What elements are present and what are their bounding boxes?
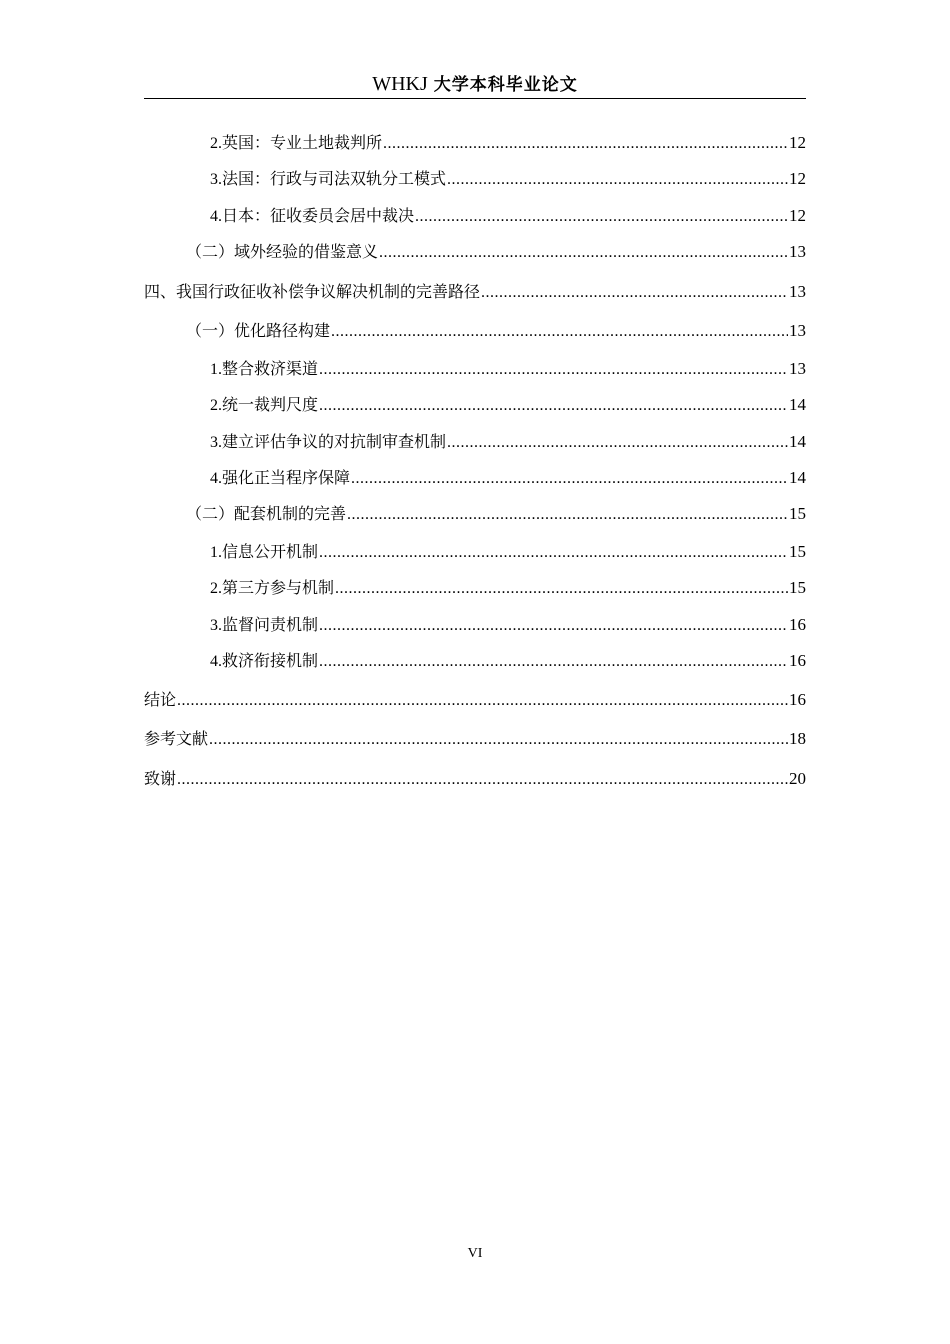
toc-dot-leader: [319, 393, 788, 419]
toc-entry[interactable]: [144, 318, 806, 344]
toc-entry-page: 16: [789, 690, 806, 709]
toc-entry-page: 14: [789, 432, 806, 451]
toc-dot-leader: [177, 688, 788, 714]
toc-entry-page: 16: [789, 651, 806, 670]
toc-entry[interactable]: [144, 612, 806, 638]
toc-entry[interactable]: [144, 465, 806, 491]
toc-entry-number: 1.: [210, 544, 222, 561]
toc-entry-title: 统一裁判尺度: [222, 395, 319, 414]
toc-entry-title: 日本：征收委员会居中裁决: [222, 206, 415, 225]
toc-entry-title: 信息公开机制: [222, 542, 319, 561]
toc-entry-page: 13: [789, 282, 806, 301]
toc-entry-number: 2.: [210, 397, 222, 414]
toc-entry[interactable]: [144, 726, 806, 752]
toc-entry-page: 18: [789, 729, 806, 748]
toc-entry-number: 4.: [210, 208, 222, 225]
toc-entry-page: 15: [789, 578, 806, 597]
toc-entry-page: 13: [789, 359, 806, 378]
toc-entry-number: 1.: [210, 361, 222, 378]
toc-entry[interactable]: [144, 687, 806, 713]
toc-entry-number: 2.: [210, 580, 222, 597]
toc-entry-page: 13: [789, 321, 806, 340]
toc-entry[interactable]: [144, 392, 806, 418]
toc-entry-title: 参考文献: [144, 729, 209, 748]
toc-dot-leader: [319, 540, 788, 566]
toc-entry-number: 2.: [210, 135, 222, 152]
toc-entry-page: 15: [789, 542, 806, 561]
toc-entry-title: 结论: [144, 690, 177, 709]
toc-entry-number: 4.: [210, 470, 222, 487]
page-number: VI: [467, 1246, 483, 1261]
toc-dot-leader: [383, 131, 788, 157]
toc-entry-title: 第三方参与机制: [222, 578, 335, 597]
toc-entry-number: 3.: [210, 171, 222, 188]
toc-entry-title: 四、我国行政征收补偿争议解决机制的完善路径: [144, 282, 481, 301]
toc-entry-page: 16: [789, 615, 806, 634]
toc-entry-title: （二）配套机制的完善: [186, 504, 347, 523]
toc-entry[interactable]: [144, 429, 806, 455]
toc-entry-number: 3.: [210, 434, 222, 451]
toc-entry-page: 12: [789, 169, 806, 188]
toc-dot-leader: [347, 502, 788, 528]
toc-entry-page: 14: [789, 468, 806, 487]
toc-entry-title: 监督问责机制: [222, 615, 319, 634]
toc-entry-title: （二）域外经验的借鉴意义: [186, 242, 379, 261]
toc-dot-leader: [331, 319, 788, 345]
toc-entry[interactable]: [144, 501, 806, 527]
toc-entry[interactable]: [144, 539, 806, 565]
toc-dot-leader: [335, 576, 788, 602]
toc-entry[interactable]: [144, 648, 806, 674]
toc-dot-leader: [177, 767, 788, 793]
toc-entry[interactable]: [144, 203, 806, 229]
toc-entry-title: 致谢: [144, 769, 177, 788]
toc-entry-title: 建立评估争议的对抗制审查机制: [222, 432, 447, 451]
toc-entry-title: （一）优化路径构建: [186, 321, 331, 340]
toc-entry[interactable]: [144, 766, 806, 792]
toc-entry-page: 14: [789, 395, 806, 414]
toc-dot-leader: [447, 430, 788, 456]
toc-dot-leader: [319, 613, 788, 639]
toc-entry-number: 4.: [210, 653, 222, 670]
toc-dot-leader: [319, 357, 788, 383]
toc-entry-page: 13: [789, 242, 806, 261]
toc-dot-leader: [481, 280, 788, 306]
header-rule: [144, 98, 806, 99]
toc-entry-title: 整合救济渠道: [222, 359, 319, 378]
toc-entry[interactable]: [144, 130, 806, 156]
toc-entry[interactable]: [144, 575, 806, 601]
toc-entry-page: 15: [789, 504, 806, 523]
toc-entry-title: 救济衔接机制: [222, 651, 319, 670]
toc-dot-leader: [209, 727, 788, 753]
toc-entry-page: 12: [789, 133, 806, 152]
header-latin-text: WHKJ: [372, 73, 428, 95]
toc-entry-number: 3.: [210, 617, 222, 634]
toc-entry-title: 法国：行政与司法双轨分工模式: [222, 169, 447, 188]
toc-dot-leader: [319, 649, 788, 675]
toc-entry-title: 强化正当程序保障: [222, 468, 351, 487]
toc-entry[interactable]: [144, 166, 806, 192]
toc-entry[interactable]: [144, 356, 806, 382]
page-header: [144, 70, 806, 98]
toc-entry-page: 12: [789, 206, 806, 225]
toc-dot-leader: [379, 240, 788, 266]
toc-entry[interactable]: [144, 239, 806, 265]
toc-dot-leader: [351, 466, 788, 492]
toc-dot-leader: [447, 167, 788, 193]
toc-dot-leader: [415, 204, 788, 230]
toc-entry[interactable]: [144, 279, 806, 305]
toc-entry-page: 20: [789, 769, 806, 788]
header-title: 大学本科毕业论文: [433, 75, 578, 95]
toc-entry-title: 英国：专业土地裁判所: [222, 133, 383, 152]
